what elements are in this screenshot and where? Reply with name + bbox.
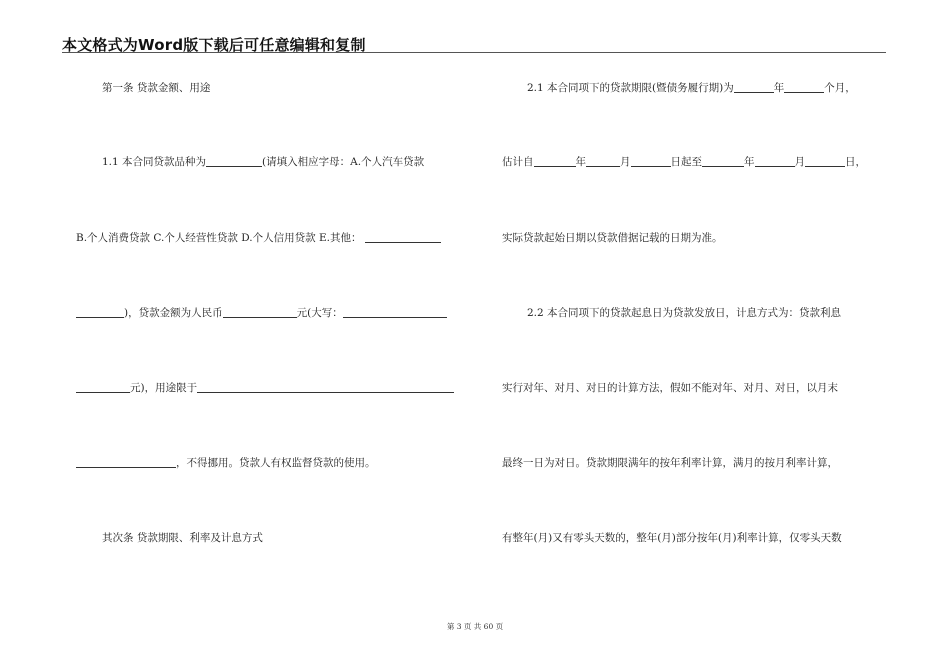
right-line-6: 最终一日为对日。贷款期限满年的按年利率计算，满月的按月利率计算， xyxy=(502,457,838,469)
clause-2-heading: 其次条 贷款期限、利率及计息方式 xyxy=(102,532,263,544)
fill-blank xyxy=(755,155,795,167)
fill-blank xyxy=(223,306,297,318)
fill-blank xyxy=(76,381,130,393)
right-line-2 xyxy=(502,154,866,169)
right-line-4: 2.2 本合同项下的贷款起息日为贷款发放日，计息方式为：贷款利息 xyxy=(527,307,842,319)
right-text: 估计自 xyxy=(502,156,534,168)
fill-blank xyxy=(534,155,576,167)
left-text: 元(大写： xyxy=(296,307,343,319)
fill-blank xyxy=(206,155,262,167)
fill-blank xyxy=(76,456,176,468)
right-text: 个月， xyxy=(824,82,856,94)
fill-blank xyxy=(734,81,774,93)
left-text: )，贷款金额为人民币 xyxy=(124,307,223,319)
left-text: (请填入相应字母：A.个人汽车贷款 xyxy=(262,156,425,168)
right-text: 年 xyxy=(575,156,586,168)
right-line-3: 实际贷款起始日期以贷款借据记载的日期为准。 xyxy=(502,232,723,244)
left-line-6 xyxy=(76,455,376,470)
right-text: 日， xyxy=(845,156,866,168)
left-text: B.个人消费贷款 C.个人经营性贷款 D.个人信用贷款 E.其他： xyxy=(76,232,362,244)
left-line-3 xyxy=(76,230,441,245)
header-rule xyxy=(62,52,886,53)
right-text: 月 xyxy=(794,156,805,168)
page-number: 第 3 页 共 60 页 xyxy=(446,622,504,631)
right-text: 年 xyxy=(773,82,785,94)
fill-blank xyxy=(586,155,620,167)
right-line-1 xyxy=(527,80,856,95)
fill-blank xyxy=(365,231,441,243)
fill-blank xyxy=(702,155,744,167)
right-line-7: 有整年(月)又有零头天数的，整年(月)部分按年(月)利率计算，仅零头天数 xyxy=(502,532,842,544)
fill-blank xyxy=(197,381,454,393)
fill-blank xyxy=(631,155,671,167)
fill-blank xyxy=(784,81,824,93)
left-line-2 xyxy=(102,154,424,169)
right-text: 月 xyxy=(620,156,631,168)
document-banner: 本文格式为Word版下载后可任意编辑和复制 xyxy=(62,36,366,54)
right-text: 年 xyxy=(744,156,755,168)
right-text: 日起至 xyxy=(670,156,702,168)
left-text: ，不得挪用。贷款人有权监督贷款的使用。 xyxy=(176,457,376,469)
left-text: 1.1 本合同贷款品种为 xyxy=(102,156,207,168)
clause-1-heading: 第一条 贷款金额、用途 xyxy=(102,82,211,94)
right-line-5: 实行对年、对月、对日的计算方法，假如不能对年、对月、对日，以月末 xyxy=(502,382,838,394)
fill-blank xyxy=(76,306,124,318)
right-text: 2.1 本合同项下的贷款期限(暨债务履行期)为 xyxy=(527,82,734,94)
left-line-5 xyxy=(76,380,454,395)
fill-blank xyxy=(805,155,845,167)
fill-blank xyxy=(343,306,447,318)
left-line-4 xyxy=(76,305,447,320)
left-text: 元)，用途限于 xyxy=(130,382,198,394)
